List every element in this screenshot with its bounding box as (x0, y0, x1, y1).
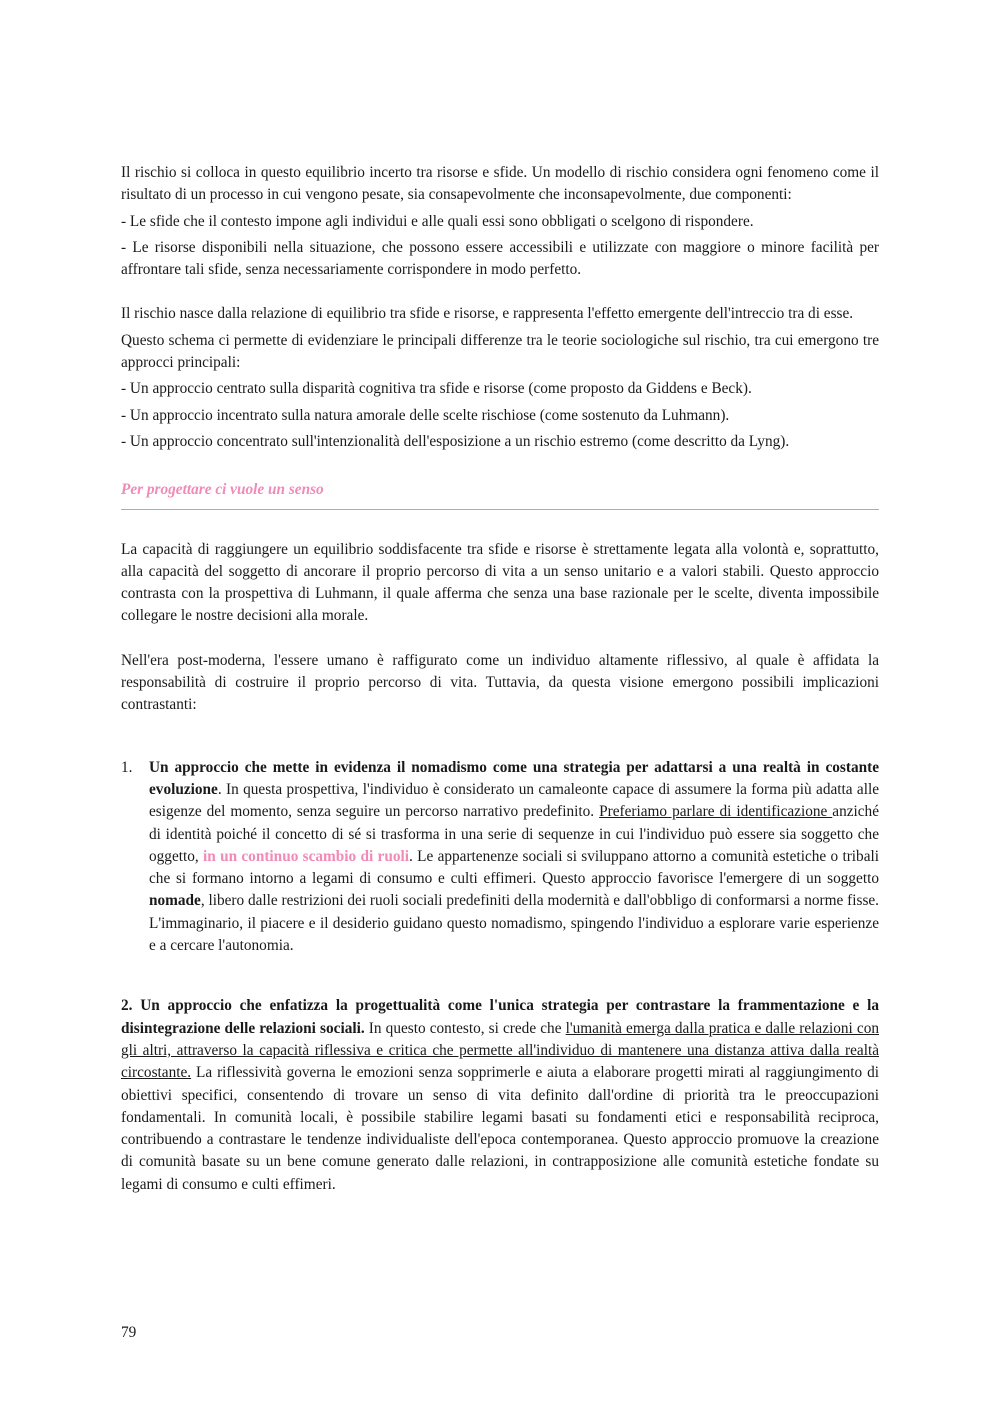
item-text: La riflessività governa le emozioni senza sopprimerle e aiuta a elaborare progetti mirati al raggiungimento di obiettivi specifici, consentendo di trovare un senso di vita definito dall'ordine di priorità tra le preoccupazioni fondamentali. In comunità locali, è possibile stabilire legami basati su fondamenti etici e responsabilità reciproca, contribuendo a contrastare le tendenze individualiste dell'epoca contemporanea. Questo approccio promuove la creazione di comunità basate su un bene comune generato dalle relazioni, in contrapposizione alle comunità estetiche fondate su legami di consumo e culti effimeri. (121, 1064, 879, 1193)
list-item-challenges: - Le sfide che il contesto impone agli individui e alle quali essi sono obbligati o scelgono di rispondere. (121, 212, 754, 230)
paragraph-risk-intro: Il rischio si colloca in questo equilibrio incerto tra risorse e sfide. Un modello di rischio considera ogni fenomeno come il risultato di un processo in cui vengono pesate, sia consapevolmente che inconsapevolmente, due componenti: (121, 164, 879, 204)
highlighted-text: in un continuo scambio di ruoli (203, 847, 410, 865)
item-text: . In questa prospettiva, l'individuo è considerato un camaleonte capace di assumere la forma più adatta alle esigenze del momento, senza seguire un percorso narrativo predefinito. (149, 780, 879, 821)
underlined-text: l'umanità emerga dalla pratica e dalle relazioni con gli altri, attraverso la capacità riflessiva e critica che permette all'individuo di mantenere una distanza attiva dalla realtà circostante. (121, 1019, 880, 1082)
list-item-luhmann: - Un approccio incentrato sulla natura amorale delle scelte rischiose (come sostenuto da Luhmann). (121, 406, 730, 424)
page-number: 79 (121, 1324, 137, 1341)
item-text: , libero dalle restrizioni dei ruoli sociali predefiniti della modernità e dall'obbligo di conformarsi a norme fisse. L'immaginario, il piacere e il desiderio guidano questo nomadismo, spingendo l'individuo a esplorare varie esperienze e a cercare l'autonomia. (149, 892, 880, 955)
item-number: 1. (121, 758, 133, 776)
item-text: In questo contesto, si crede che (364, 1019, 566, 1037)
list-item-giddens-beck: - Un approccio centrato sulla disparità cognitiva tra sfide e risorse (come proposto da Giddens e Beck). (121, 380, 752, 398)
page-content (121, 162, 879, 1196)
paragraph-postmodern: Nell'era post-moderna, l'essere umano è raffigurato come un individuo altamente riflessivo, al quale è affidata la responsabilità di costruire il proprio percorso di vita. Tuttavia, da questa visione emergono possibili implicazioni contrastanti: (121, 651, 879, 714)
paragraph-balance: La capacità di raggiungere un equilibrio soddisfacente tra sfide e risorse è strettamente legata alla volontà e, soprattutto, alla capacità del soggetto di ancorare il proprio percorso di vita a un senso unitario e a valori stabili. Questo approccio contrasta con la prospettiva di Luhmann, il quale afferma che senza una base razionale per le scelte, diventa impossibile collegare le nostre decisioni alla morale. (121, 540, 879, 625)
list-item-resources: - Le risorse disponibili nella situazione, che possono essere accessibili e utilizzate con maggiore o minore facilità per affrontare tali sfide, senza necessariamente corrispondere in modo perfetto. (121, 238, 879, 279)
paragraph-risk-relation: Il rischio nasce dalla relazione di equilibrio tra sfide e risorse, e rappresenta l'effetto emergente dell'intreccio tra di esse. (121, 305, 854, 323)
bold-word: nomade (149, 892, 201, 910)
list-item-lyng: - Un approccio concentrato sull'intenzionalità dell'esposizione a un rischio estremo (come descritto da Lyng). (121, 432, 790, 450)
numbered-item-progettualita (121, 995, 879, 1196)
section-heading: Per progettare ci vuole un senso (121, 479, 879, 509)
item-bold-lead: 2. Un approccio che enfatizza la progettualità come l'unica strategia per contrastare la frammentazione e la disintegrazione delle relazioni sociali. (121, 997, 879, 1037)
item-bold-lead: Un approccio che mette in evidenza il nomadismo come una strategia per adattarsi a una realtà in costante evoluzione (149, 758, 879, 798)
item-text: . Le appartenenze sociali si sviluppano attorno a comunità estetiche o tribali che si formano intorno a legami di consumo e culti effimeri. Questo approccio favorisce l'emergere di un soggetto (149, 847, 879, 888)
underlined-text: Preferiamo parlare di identificazione (599, 803, 833, 821)
item-text: anziché di identità poiché il concetto di sé si trasforma in una serie di sequenze in cui l'individuo può essere sia soggetto che oggetto, (149, 803, 879, 865)
item-body (149, 757, 879, 958)
paragraph-schema: Questo schema ci permette di evidenziare le principali differenze tra le teorie sociologiche sul rischio, tra cui emergono tre approcci principali: (121, 331, 879, 372)
numbered-item-nomadism (121, 757, 879, 958)
